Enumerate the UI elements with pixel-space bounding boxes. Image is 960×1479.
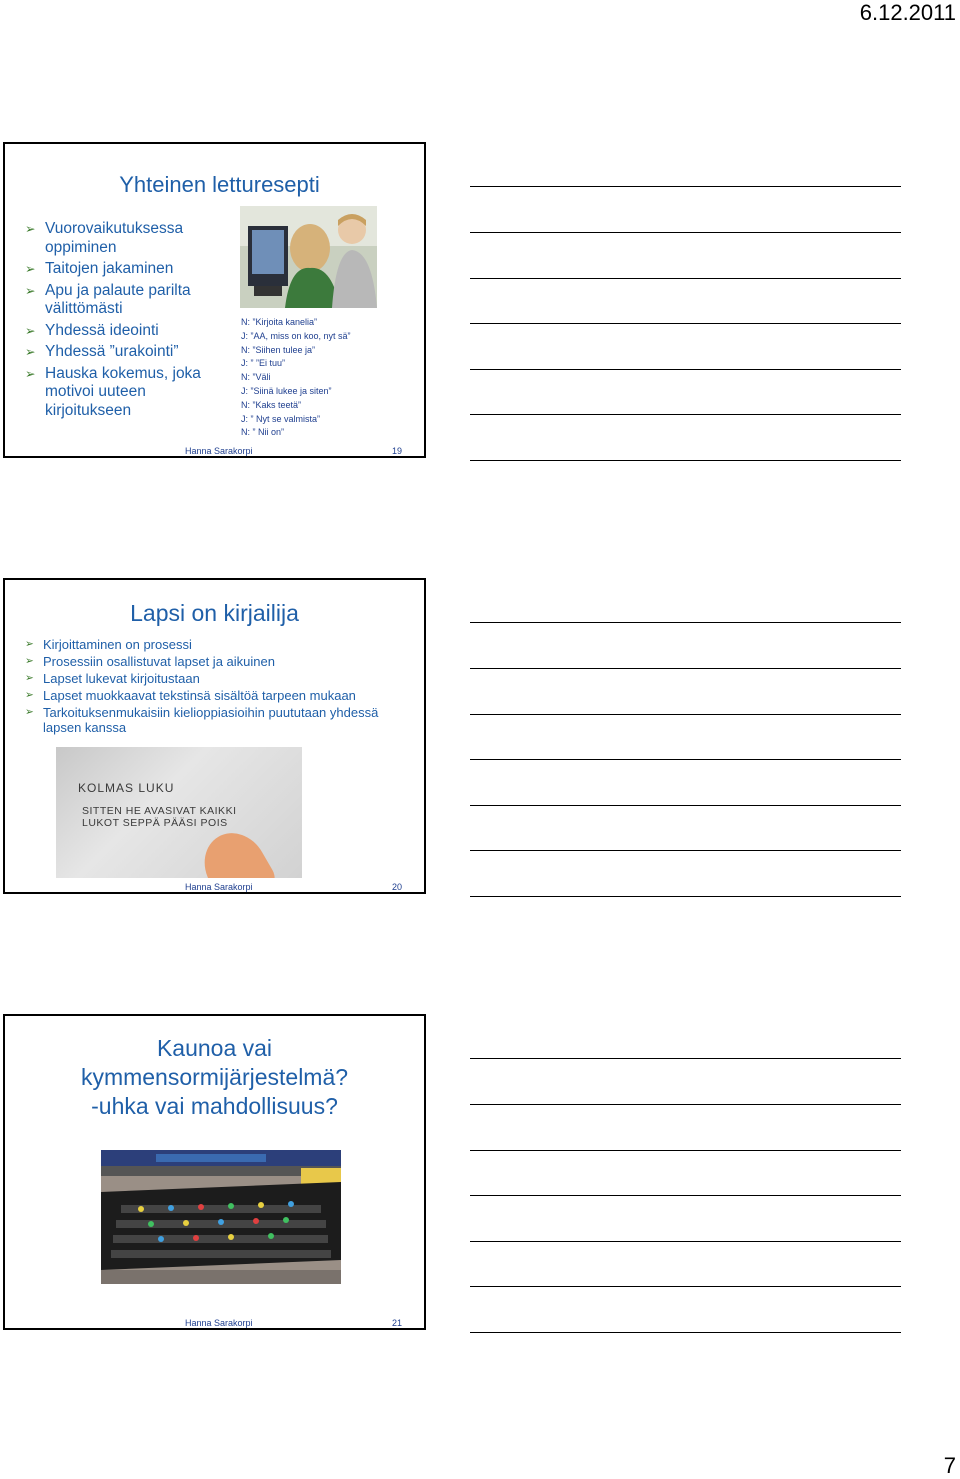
bullet-list xyxy=(25,220,215,423)
screen-text-line: SITTEN HE AVASIVAT KAIKKI xyxy=(82,805,237,817)
note-line xyxy=(470,1332,901,1333)
slide-21 xyxy=(3,1014,426,1330)
slide-title: Yhteinen letturesepti xyxy=(119,172,320,197)
note-line xyxy=(470,232,901,233)
children-computer-photo xyxy=(240,206,377,308)
slide-author: Hanna Sarakorpi xyxy=(185,882,253,892)
slide-author: Hanna Sarakorpi xyxy=(185,1318,253,1328)
slide-number: 20 xyxy=(391,882,402,892)
screen-text-line: LUKOT SEPPÄ PÄÄSI POIS xyxy=(82,817,228,829)
bullet-item: ➢ Prosessiin osallistuvat lapset ja aikuinen xyxy=(25,655,405,670)
slide-title: Lapsi on kirjailija xyxy=(130,600,299,626)
bullet-item: ➢ Yhdessä ideointi xyxy=(25,322,215,341)
note-line xyxy=(470,850,901,851)
note-line xyxy=(470,714,901,715)
note-line xyxy=(470,896,901,897)
note-line xyxy=(470,622,901,623)
bullet-item: ➢ Vuorovaikutuksessa oppiminen xyxy=(25,220,215,257)
slide-20 xyxy=(3,578,426,894)
bullet-list xyxy=(25,638,405,738)
note-line xyxy=(470,759,901,760)
keyboard-photo xyxy=(101,1150,341,1284)
slide-19 xyxy=(3,142,426,458)
bullet-item: ➢ Hauska kokemus, joka motivoi uuteen kirjoitukseen xyxy=(25,365,215,421)
note-line xyxy=(470,1286,901,1287)
bullet-item: ➢ Taitojen jakaminen xyxy=(25,260,215,279)
screen-text-photo xyxy=(56,747,302,878)
slide-title: Kaunoa vai kymmensormijärjestelmä? -uhka vai mahdollisuus? xyxy=(80,1035,349,1119)
bullet-item: ➢ Kirjoittaminen on prosessi xyxy=(25,638,405,653)
note-line xyxy=(470,1195,901,1196)
note-line xyxy=(470,323,901,324)
bullet-item: ➢ Tarkoituksenmukaisiin kielioppiasioihin puututaan yhdessä lapsen kanssa xyxy=(25,706,405,735)
finger xyxy=(193,822,280,878)
note-line xyxy=(470,668,901,669)
note-line xyxy=(470,186,901,187)
slide-number: 19 xyxy=(391,446,402,456)
note-line xyxy=(470,805,901,806)
slide-number: 21 xyxy=(391,1318,402,1328)
page-number: 7 xyxy=(943,1453,956,1478)
bullet-item: ➢ Lapset muokkaavat tekstinsä sisältöä tarpeen mukaan xyxy=(25,689,405,704)
bullet-item: ➢ Lapset lukevat kirjoitustaan xyxy=(25,672,405,687)
bullet-item: ➢ Apu ja palaute parilta välittömästi xyxy=(25,282,215,319)
note-line xyxy=(470,460,901,461)
note-line xyxy=(470,414,901,415)
note-line xyxy=(470,369,901,370)
note-line xyxy=(470,1058,901,1059)
bullet-item: ➢ Yhdessä ”urakointi” xyxy=(25,343,215,362)
note-line xyxy=(470,1241,901,1242)
note-line xyxy=(470,278,901,279)
page-date: 6.12.2011 xyxy=(859,0,956,25)
slide-author: Hanna Sarakorpi xyxy=(185,446,253,456)
note-line xyxy=(470,1150,901,1151)
screen-text-heading: KOLMAS LUKU xyxy=(78,781,175,795)
dialog-text: N: ”Kirjoita kanelia” J: ”AA, miss on koo, nyt sä” N: ”Siihen tulee ja” J: ” ”Ei tuu” N: ”Väli J: ”Siinä lukee ja siten” N: ”Kaks teetä” J: ” Nyt se valmista” N: ” Nii on” xyxy=(241,317,351,438)
note-line xyxy=(470,1104,901,1105)
